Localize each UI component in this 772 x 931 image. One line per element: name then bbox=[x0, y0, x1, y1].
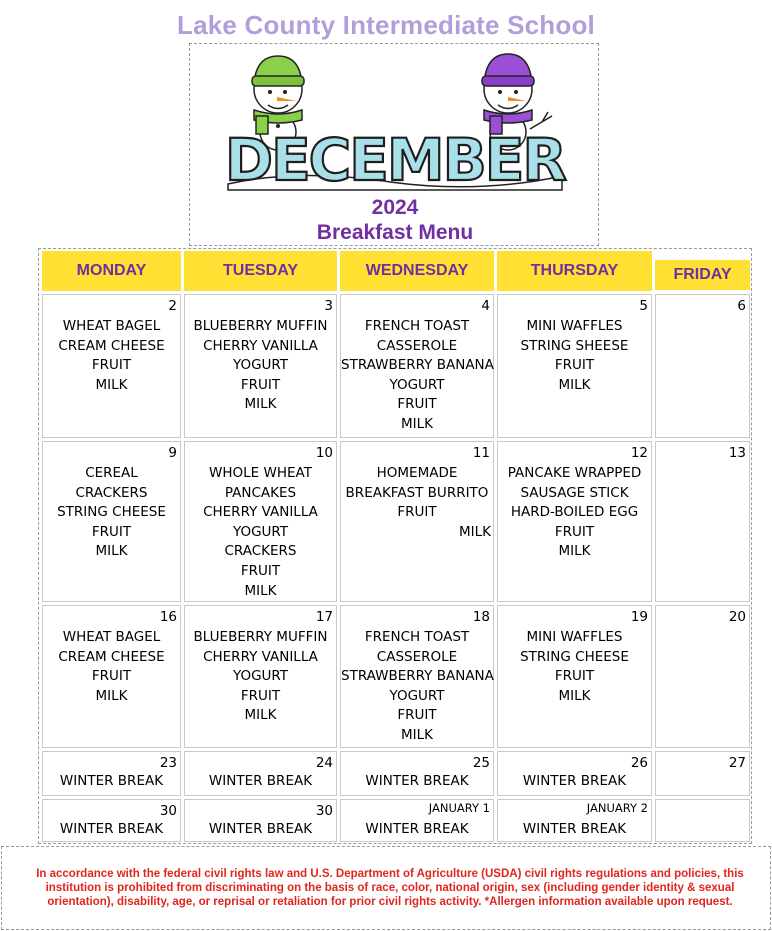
menu-item: BREAKFAST BURRITO bbox=[345, 484, 489, 501]
calendar-cell bbox=[340, 799, 494, 842]
menu-item: WHOLE WHEAT bbox=[209, 465, 312, 481]
menu-item: PANCAKES bbox=[224, 484, 297, 501]
menu-item: FRUIT bbox=[397, 396, 437, 413]
menu-item: STRING CHEESE bbox=[520, 648, 629, 665]
menu-item: WINTER BREAK bbox=[365, 773, 469, 789]
december-banner-illustration bbox=[190, 44, 600, 194]
menu-item: FRUIT bbox=[240, 687, 281, 704]
menu-item: FRUIT bbox=[240, 376, 281, 393]
calendar-cell bbox=[497, 294, 652, 438]
menu-item: WINTER BREAK bbox=[522, 821, 627, 837]
menu-item: WINTER BREAK bbox=[208, 821, 313, 837]
calendar-cell bbox=[42, 441, 181, 602]
menu-item: PANCAKE WRAPPED bbox=[507, 465, 642, 481]
day-header-wednesday: WEDNESDAY bbox=[340, 251, 494, 291]
date-number: 2 bbox=[168, 298, 177, 314]
menu-item: MILK bbox=[400, 415, 433, 432]
menu-item: CEREAL bbox=[85, 465, 138, 481]
calendar-cell bbox=[42, 751, 181, 796]
menu-item: FRUIT bbox=[240, 562, 281, 579]
menu-item: MILK bbox=[244, 582, 277, 599]
menu-item: STRING SHEESE bbox=[520, 337, 629, 354]
menu-item: CREAM CHEESE bbox=[58, 648, 165, 665]
menu-item: STRING CHEESE bbox=[57, 504, 166, 521]
calendar-cell bbox=[340, 751, 494, 796]
date-number: 16 bbox=[159, 609, 177, 625]
civil-rights-notice: In accordance with the federal civil rights law and U.S. Department of Agriculture (USDA) civil rights regulations and policies, this institution is prohibited from discriminating on the basis of race, color, national origin, sex (including gender identity & sexual orientation), disability, age, or reprisal or retaliation for prior civil rights activity. *Allergen information available upon request. bbox=[36, 868, 744, 908]
date-number: 26 bbox=[630, 755, 648, 771]
menu-item: STRAWBERRY BANANA bbox=[341, 357, 494, 374]
menu-item: WINTER BREAK bbox=[59, 821, 164, 837]
menu-item: FRUIT bbox=[91, 357, 132, 374]
calendar-cell bbox=[655, 605, 750, 748]
menu-item: WHEAT BAGEL bbox=[62, 318, 161, 334]
calendar-cell bbox=[655, 294, 750, 438]
calendar-cell bbox=[340, 294, 494, 438]
date-number: JANUARY 1 bbox=[428, 801, 490, 815]
date-number: 11 bbox=[472, 445, 490, 461]
calendar-cell bbox=[340, 441, 494, 602]
menu-item: SAUSAGE STICK bbox=[520, 484, 629, 501]
menu-item: FRUIT bbox=[91, 668, 132, 685]
menu-item: CASSEROLE bbox=[376, 337, 458, 354]
menu-item: WINTER BREAK bbox=[59, 773, 164, 789]
menu-item: CRACKERS bbox=[75, 484, 148, 501]
date-number: 12 bbox=[630, 445, 648, 461]
menu-item: YOGURT bbox=[389, 376, 445, 393]
day-header-friday: FRIDAY bbox=[655, 260, 750, 290]
date-number: 17 bbox=[315, 609, 333, 625]
day-header-thursday: THURSDAY bbox=[497, 251, 652, 291]
menu-item: BLUEBERRY MUFFIN bbox=[193, 629, 328, 645]
calendar-cell bbox=[184, 751, 337, 796]
calendar-cell bbox=[497, 605, 652, 748]
menu-item: FRUIT bbox=[397, 504, 437, 521]
calendar-cell bbox=[184, 799, 337, 842]
menu-item: FRUIT bbox=[554, 523, 595, 540]
calendar-cell bbox=[184, 441, 337, 602]
menu-item: MILK bbox=[558, 687, 591, 704]
menu-item: STRAWBERRY BANANA bbox=[341, 668, 494, 685]
date-number: 6 bbox=[737, 298, 746, 314]
date-number: 3 bbox=[324, 298, 333, 314]
calendar-cell bbox=[340, 605, 494, 748]
calendar-cell bbox=[497, 799, 652, 842]
menu-item: CRACKERS bbox=[224, 543, 297, 560]
menu-item: FRUIT bbox=[554, 668, 595, 685]
menu-item: CHERRY VANILLA bbox=[203, 648, 318, 665]
date-number: 9 bbox=[168, 445, 177, 461]
header-banner bbox=[189, 43, 599, 246]
date-number: 18 bbox=[472, 609, 490, 625]
day-header-monday: MONDAY bbox=[42, 251, 181, 291]
menu-item: FRENCH TOAST bbox=[364, 629, 470, 645]
calendar-cell bbox=[655, 441, 750, 602]
menu-item: MILK bbox=[558, 543, 591, 560]
menu-item: MILK bbox=[95, 687, 128, 704]
menu-item: HOMEMADE bbox=[376, 465, 458, 481]
menu-item: CREAM CHEESE bbox=[58, 337, 165, 354]
menu-item: FRUIT bbox=[397, 707, 437, 724]
date-number: 30 bbox=[315, 803, 333, 819]
calendar-cell bbox=[184, 294, 337, 438]
calendar-cell bbox=[42, 605, 181, 748]
menu-item: WINTER BREAK bbox=[208, 773, 313, 789]
day-header-tuesday: TUESDAY bbox=[184, 251, 337, 291]
date-number: 13 bbox=[728, 445, 746, 461]
menu-item: MILK bbox=[244, 396, 277, 413]
menu-item: YOGURT bbox=[232, 357, 289, 374]
menu-item: MILK bbox=[95, 376, 128, 393]
menu-item: MILK bbox=[558, 376, 591, 393]
menu-item: BLUEBERRY MUFFIN bbox=[193, 318, 328, 334]
menu-item: YOGURT bbox=[232, 523, 289, 540]
date-number: 19 bbox=[630, 609, 648, 625]
menu-item: MINI WAFFLES bbox=[526, 318, 623, 334]
svg-text:DECEMBER: DECEMBER bbox=[224, 126, 566, 194]
date-number: 30 bbox=[159, 803, 177, 819]
calendar-cell bbox=[497, 751, 652, 796]
menu-title: Breakfast Menu bbox=[316, 221, 474, 244]
menu-year: 2024 bbox=[371, 196, 419, 219]
menu-item: FRUIT bbox=[91, 523, 132, 540]
calendar-cell bbox=[497, 441, 652, 602]
footer-notice-box bbox=[1, 846, 771, 930]
menu-item: HARD-BOILED EGG bbox=[510, 504, 639, 521]
menu-item: MILK bbox=[244, 707, 277, 724]
menu-item: WINTER BREAK bbox=[522, 773, 627, 789]
date-number: 10 bbox=[315, 445, 333, 461]
date-number: 25 bbox=[472, 755, 490, 771]
calendar-cell bbox=[655, 799, 750, 842]
menu-item: YOGURT bbox=[389, 687, 445, 704]
date-number: 24 bbox=[315, 755, 333, 771]
calendar-cell bbox=[42, 294, 181, 438]
date-number: 4 bbox=[481, 298, 490, 314]
menu-item: CASSEROLE bbox=[376, 648, 458, 665]
date-number: 23 bbox=[159, 755, 177, 771]
calendar-cell bbox=[655, 751, 750, 796]
menu-item: WHEAT BAGEL bbox=[62, 629, 161, 645]
menu-item: MILK bbox=[458, 523, 491, 540]
menu-item: FRENCH TOAST bbox=[364, 318, 470, 334]
date-number: 20 bbox=[728, 609, 746, 625]
date-number: JANUARY 2 bbox=[586, 801, 648, 815]
menu-item: FRUIT bbox=[554, 357, 595, 374]
menu-item: WINTER BREAK bbox=[365, 821, 469, 837]
calendar-cell bbox=[184, 605, 337, 748]
menu-item: MINI WAFFLES bbox=[526, 629, 623, 645]
menu-item: CHERRY VANILLA bbox=[203, 504, 318, 521]
menu-item: MILK bbox=[95, 543, 128, 560]
date-number: 27 bbox=[728, 755, 746, 771]
menu-item: MILK bbox=[400, 726, 433, 743]
menu-item: CHERRY VANILLA bbox=[203, 337, 318, 354]
school-title: Lake County Intermediate School bbox=[177, 10, 595, 40]
menu-item: YOGURT bbox=[232, 668, 289, 685]
date-number: 5 bbox=[639, 298, 648, 314]
calendar-cell bbox=[42, 799, 181, 842]
